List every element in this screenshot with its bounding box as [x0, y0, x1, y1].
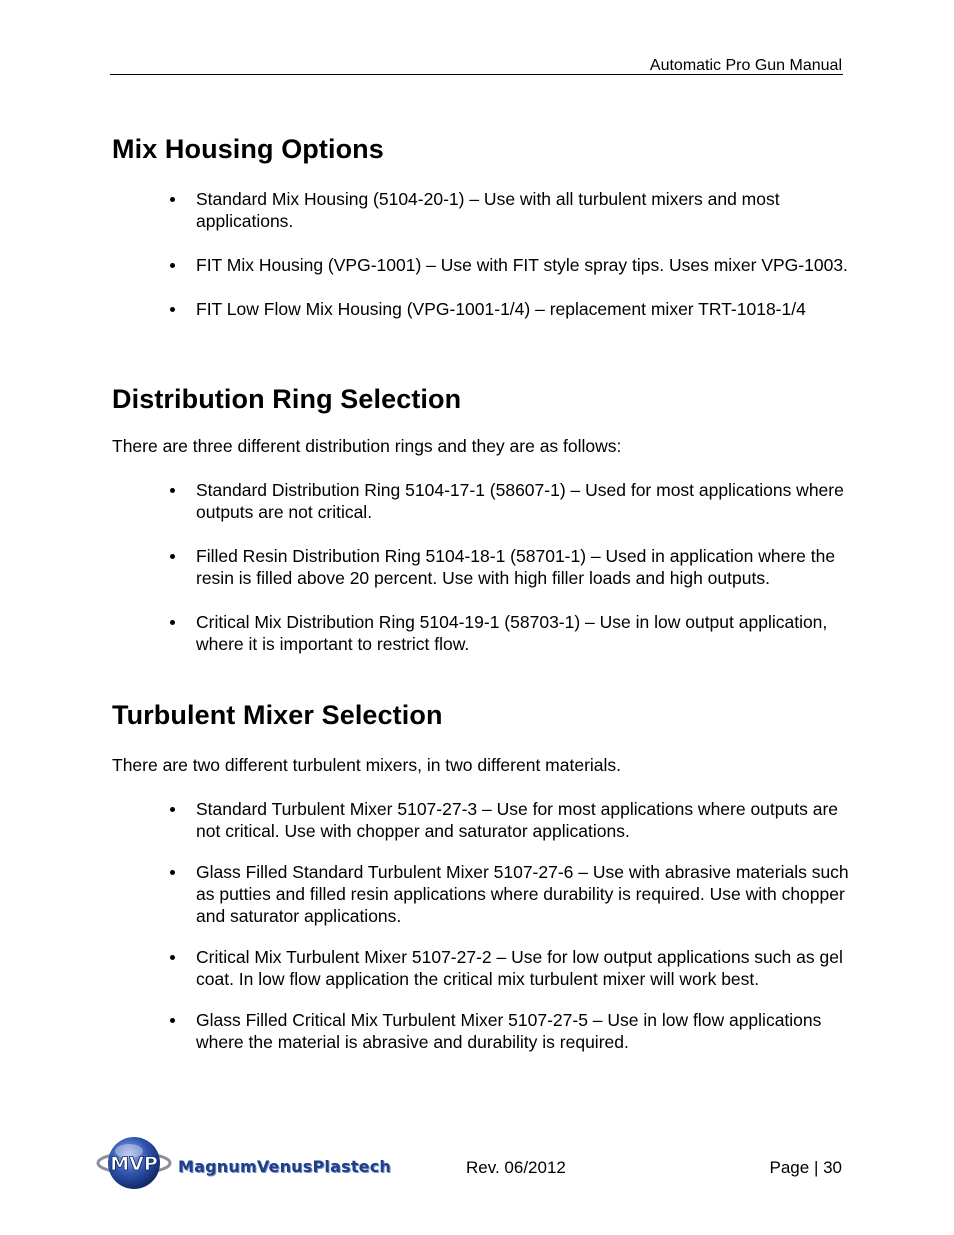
logo-name: MagnumVenusPlastech	[178, 1157, 391, 1176]
heading-turbulent-mixer: Turbulent Mixer Selection	[112, 700, 443, 730]
heading-distribution-ring: Distribution Ring Selection	[112, 384, 462, 414]
page-number: Page | 30	[769, 1158, 842, 1177]
list-item: Critical Mix Distribution Ring 5104-19-1 (58703-1) – Use in low output application, where it is important to restrict flow.	[196, 611, 856, 655]
header-rule	[110, 74, 843, 75]
list-item: Critical Mix Turbulent Mixer 5107-27-2 – Use for low output applications such as gel coat. In low flow application the critical mix turbulent mixer will work best.	[196, 946, 856, 990]
turbulent-mixer-list	[196, 798, 856, 1053]
distribution-ring-intro: There are three different distribution rings and they are as follows:	[112, 436, 622, 456]
heading-mix-housing: Mix Housing Options	[112, 134, 384, 164]
list-item: Standard Distribution Ring 5104-17-1 (58607-1) – Used for most applications where outputs are not critical.	[196, 479, 856, 523]
logo-badge-text: MVP	[110, 1153, 158, 1175]
list-item: FIT Mix Housing (VPG-1001) – Use with FIT style spray tips. Uses mixer VPG-1003.	[196, 254, 856, 276]
mvp-globe-icon	[96, 1133, 172, 1193]
list-item: Standard Mix Housing (5104-20-1) – Use with all turbulent mixers and most applications.	[196, 188, 856, 232]
list-item: FIT Low Flow Mix Housing (VPG-1001-1/4) – replacement mixer TRT-1018-1/4	[196, 298, 856, 320]
mix-housing-list	[196, 188, 856, 320]
revision-date: Rev. 06/2012	[466, 1158, 566, 1177]
list-item: Standard Turbulent Mixer 5107-27-3 – Use for most applications where outputs are not critical. Use with chopper and saturator applications.	[196, 798, 856, 842]
distribution-ring-list	[196, 479, 856, 655]
turbulent-mixer-intro: There are two different turbulent mixers, in two different materials.	[112, 755, 622, 775]
company-logo	[96, 1133, 396, 1197]
list-item: Glass Filled Critical Mix Turbulent Mixer 5107-27-5 – Use in low flow applications where the material is abrasive and durability is required.	[196, 1009, 856, 1053]
header-title: Automatic Pro Gun Manual	[649, 57, 842, 74]
list-item: Glass Filled Standard Turbulent Mixer 5107-27-6 – Use with abrasive materials such as putties and filled resin applications where durability is required. Use with chopper and saturator applications.	[196, 861, 856, 927]
list-item: Filled Resin Distribution Ring 5104-18-1 (58701-1) – Used in application where the resin is filled above 20 percent. Use with high filler loads and high outputs.	[196, 545, 856, 589]
